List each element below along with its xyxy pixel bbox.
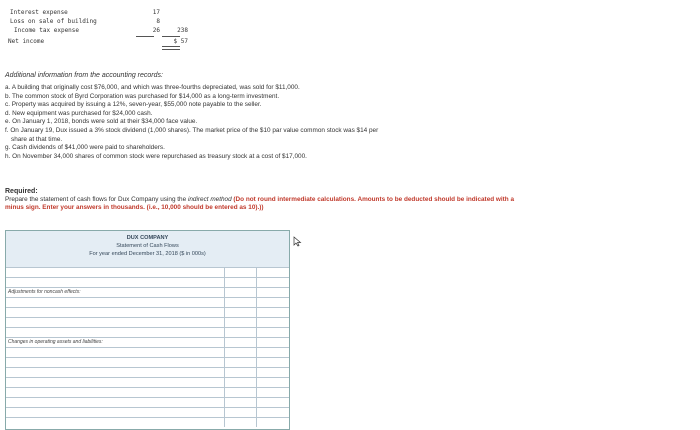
income-row-interest: [8, 8, 188, 17]
income-row-label: Net income: [8, 38, 45, 45]
info-item-f: f. On January 19, Dux issued a 3% stock dividend (1,000 shares). The market price of the $10 par value common stock was $14 per: [5, 126, 379, 134]
table-row[interactable]: [6, 367, 289, 377]
info-item-c: c. Property was acquired by issuing a 12%, seven-year, $55,000 note payable to the seller.: [5, 101, 262, 109]
table-row[interactable]: [6, 397, 289, 407]
required-text-bold: (Do not round intermediate calculations. Amounts to be deducted should be indicated with a minus sign. Enter your answers in thousands. (i.e., 10,000 should be entered as 10).)): [5, 196, 515, 212]
income-row-value: 26: [152, 27, 160, 34]
info-item-h: h. On November 34,000 shares of common stock were repurchased as treasury stock at a cost of $17,000.: [5, 152, 307, 160]
statement-header: [6, 231, 289, 267]
table-row[interactable]: [6, 387, 289, 397]
subtotal-underline: [162, 36, 180, 37]
income-row-value: 8: [156, 18, 160, 25]
income-row-value: 17: [152, 9, 160, 16]
info-item-e: e. On January 1, 2018, bonds were sold at their $34,000 face value.: [5, 118, 198, 126]
required-text-start: Prepare the statement of cash flows for Dux Company using the: [5, 196, 188, 203]
info-item-f-continued: share at that time.: [11, 135, 63, 143]
required-label: Required:: [5, 188, 38, 195]
income-row-label: Interest expense: [10, 9, 68, 16]
table-row[interactable]: [6, 277, 289, 287]
table-row[interactable]: [6, 417, 289, 427]
table-row[interactable]: [6, 327, 289, 337]
table-row[interactable]: [6, 317, 289, 327]
table-row[interactable]: [6, 307, 289, 317]
total-double-underline: [162, 46, 180, 50]
required-instructions: [5, 196, 525, 213]
mouse-pointer-icon: [293, 236, 302, 247]
company-name: DUX COMPANY: [126, 235, 169, 241]
additional-info-list: [5, 84, 495, 161]
income-row-loss: [8, 17, 188, 26]
statement-period: For year ended December 31, 2018 ($ in 000s): [89, 251, 206, 257]
info-item-d: d. New equipment was purchased for $24,000 cash.: [5, 109, 153, 117]
adjustments-label: Adjustments for noncash effects:: [8, 289, 81, 295]
income-row-total: 238: [177, 27, 188, 34]
info-item-a: a. A building that originally cost $76,000, and which was three-fourths depreciated, was sold for $11,000.: [5, 84, 300, 91]
income-row-tax: [8, 26, 188, 35]
subtotal-underline: [136, 36, 154, 37]
table-row[interactable]: [6, 407, 289, 417]
table-row-adjustments-label: [6, 287, 289, 297]
info-item-b: b. The common stock of Byrd Corporation was purchased for $14,000 as a long-term investment.: [5, 92, 280, 100]
table-row[interactable]: [6, 297, 289, 307]
table-row[interactable]: [6, 267, 289, 277]
income-row-label: Income tax expense: [14, 27, 80, 34]
info-item-g: g. Cash dividends of $41,000 were paid to shareholders.: [5, 144, 165, 152]
table-row[interactable]: [6, 377, 289, 387]
income-row-label: Loss on sale of building: [10, 18, 97, 25]
table-row-changes-label: [6, 337, 289, 347]
required-text-method: indirect method: [187, 196, 232, 203]
income-row-total: $ 57: [173, 38, 188, 45]
income-statement-snippet: [8, 8, 188, 46]
additional-info-title: Additional information from the accounting records:: [5, 72, 163, 79]
changes-label: Changes in operating assets and liabilities:: [8, 339, 103, 345]
table-row[interactable]: [6, 357, 289, 367]
statement-title: Statement of Cash Flows: [116, 243, 179, 249]
cash-flow-statement-table: [5, 230, 290, 430]
income-row-net: [8, 37, 188, 46]
table-row[interactable]: [6, 347, 289, 357]
